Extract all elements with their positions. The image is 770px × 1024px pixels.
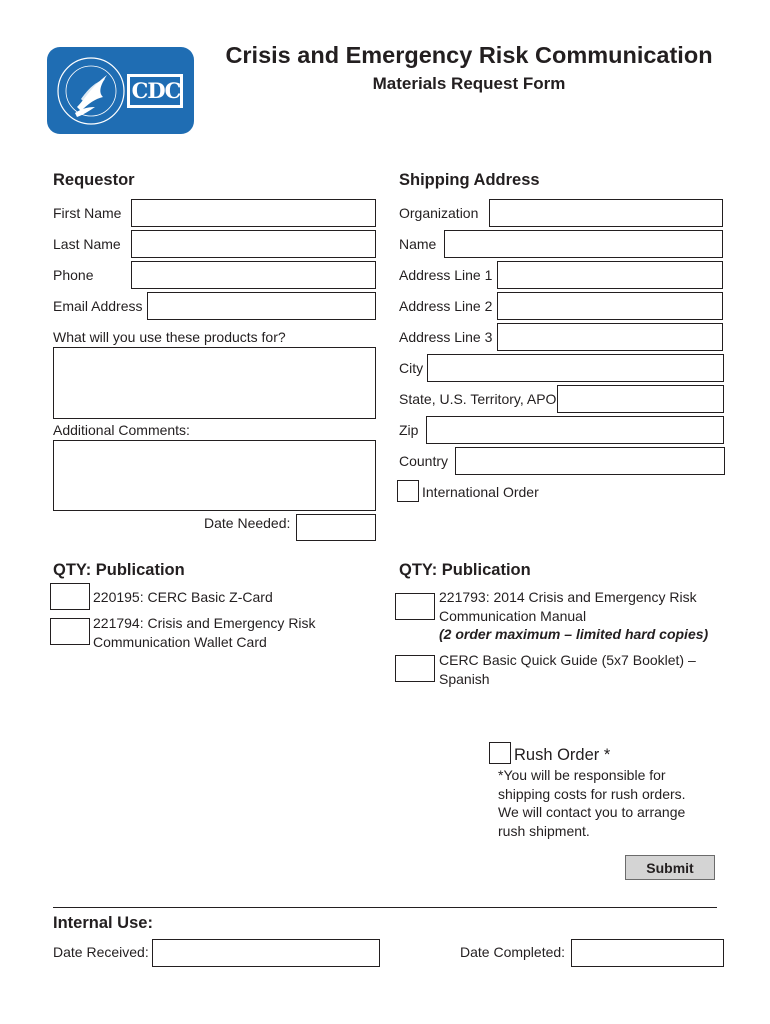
- qty-publication-heading-right: QTY: Publication: [399, 561, 531, 579]
- address-line-1-field[interactable]: [497, 261, 723, 289]
- qty-221794-field[interactable]: [50, 618, 90, 645]
- cdc-logo-text: CDC: [131, 78, 181, 103]
- cdc-logo: [47, 47, 194, 134]
- country-field[interactable]: [455, 447, 725, 475]
- first-name-field[interactable]: [131, 199, 376, 227]
- publication-221793-label: 221793: 2014 Crisis and Emergency Risk Communication Manual (2 order maximum – limited hard copies): [439, 589, 709, 642]
- email-field[interactable]: [147, 292, 376, 320]
- state-field[interactable]: [557, 385, 724, 413]
- date-completed-field[interactable]: [571, 939, 724, 967]
- qty-publication-heading-left: QTY: Publication: [53, 561, 185, 579]
- date-completed-label: Date Completed:: [460, 944, 566, 960]
- organization-label: Organization: [399, 205, 479, 221]
- address-line-1-label: Address Line 1: [399, 267, 493, 283]
- email-label: Email Address: [53, 298, 143, 314]
- submit-button[interactable]: Submit: [625, 855, 715, 880]
- use-textarea[interactable]: [53, 347, 376, 419]
- date-received-label: Date Received:: [53, 944, 149, 960]
- last-name-label: Last Name: [53, 236, 121, 252]
- country-label: Country: [399, 453, 449, 469]
- state-label: State, U.S. Territory, APO: [399, 391, 557, 407]
- publication-220195-label: 220195: CERC Basic Z-Card: [93, 589, 273, 605]
- date-received-field[interactable]: [152, 939, 380, 967]
- rush-order-checkbox[interactable]: [489, 742, 511, 764]
- address-line-2-label: Address Line 2: [399, 298, 493, 314]
- address-line-2-field[interactable]: [497, 292, 723, 320]
- page-subtitle: Materials Request Form: [372, 74, 566, 93]
- rush-order-note: *You will be responsible for shipping costs for rush orders. We will contact you to arrange rush shipment.: [498, 767, 686, 839]
- date-needed-field[interactable]: [296, 514, 376, 541]
- phone-label: Phone: [53, 267, 94, 283]
- qty-220195-field[interactable]: [50, 583, 90, 610]
- use-label: What will you use these products for?: [53, 329, 286, 345]
- rush-order-label: Rush Order *: [514, 746, 611, 764]
- page-title: Crisis and Emergency Risk Communication: [225, 42, 713, 68]
- city-field[interactable]: [427, 354, 724, 382]
- international-order-label: International Order: [422, 484, 539, 500]
- qty-221793-field[interactable]: [395, 593, 435, 620]
- publication-221794-label: 221794: Crisis and Emergency Risk Communication Wallet Card: [93, 615, 316, 650]
- first-name-label: First Name: [53, 205, 122, 221]
- last-name-field[interactable]: [131, 230, 376, 258]
- zip-label: Zip: [399, 422, 419, 438]
- organization-field[interactable]: [489, 199, 723, 227]
- zip-field[interactable]: [426, 416, 724, 444]
- shipping-heading: Shipping Address: [399, 171, 540, 189]
- section-divider: [53, 907, 717, 908]
- city-label: City: [399, 360, 424, 376]
- phone-field[interactable]: [131, 261, 376, 289]
- comments-label: Additional Comments:: [53, 422, 190, 438]
- ship-name-field[interactable]: [444, 230, 723, 258]
- address-line-3-label: Address Line 3: [399, 329, 493, 345]
- international-order-checkbox[interactable]: [397, 480, 419, 502]
- internal-use-heading: Internal Use:: [53, 914, 153, 932]
- ship-name-label: Name: [399, 236, 437, 252]
- publication-quick-guide-label: CERC Basic Quick Guide (5x7 Booklet) – Spanish: [439, 652, 696, 687]
- qty-quick-guide-field[interactable]: [395, 655, 435, 682]
- requestor-heading: Requestor: [53, 171, 135, 189]
- address-line-3-field[interactable]: [497, 323, 723, 351]
- date-needed-label: Date Needed:: [204, 515, 291, 531]
- publication-221793-note: (2 order maximum – limited hard copies): [439, 626, 709, 642]
- comments-textarea[interactable]: [53, 440, 376, 511]
